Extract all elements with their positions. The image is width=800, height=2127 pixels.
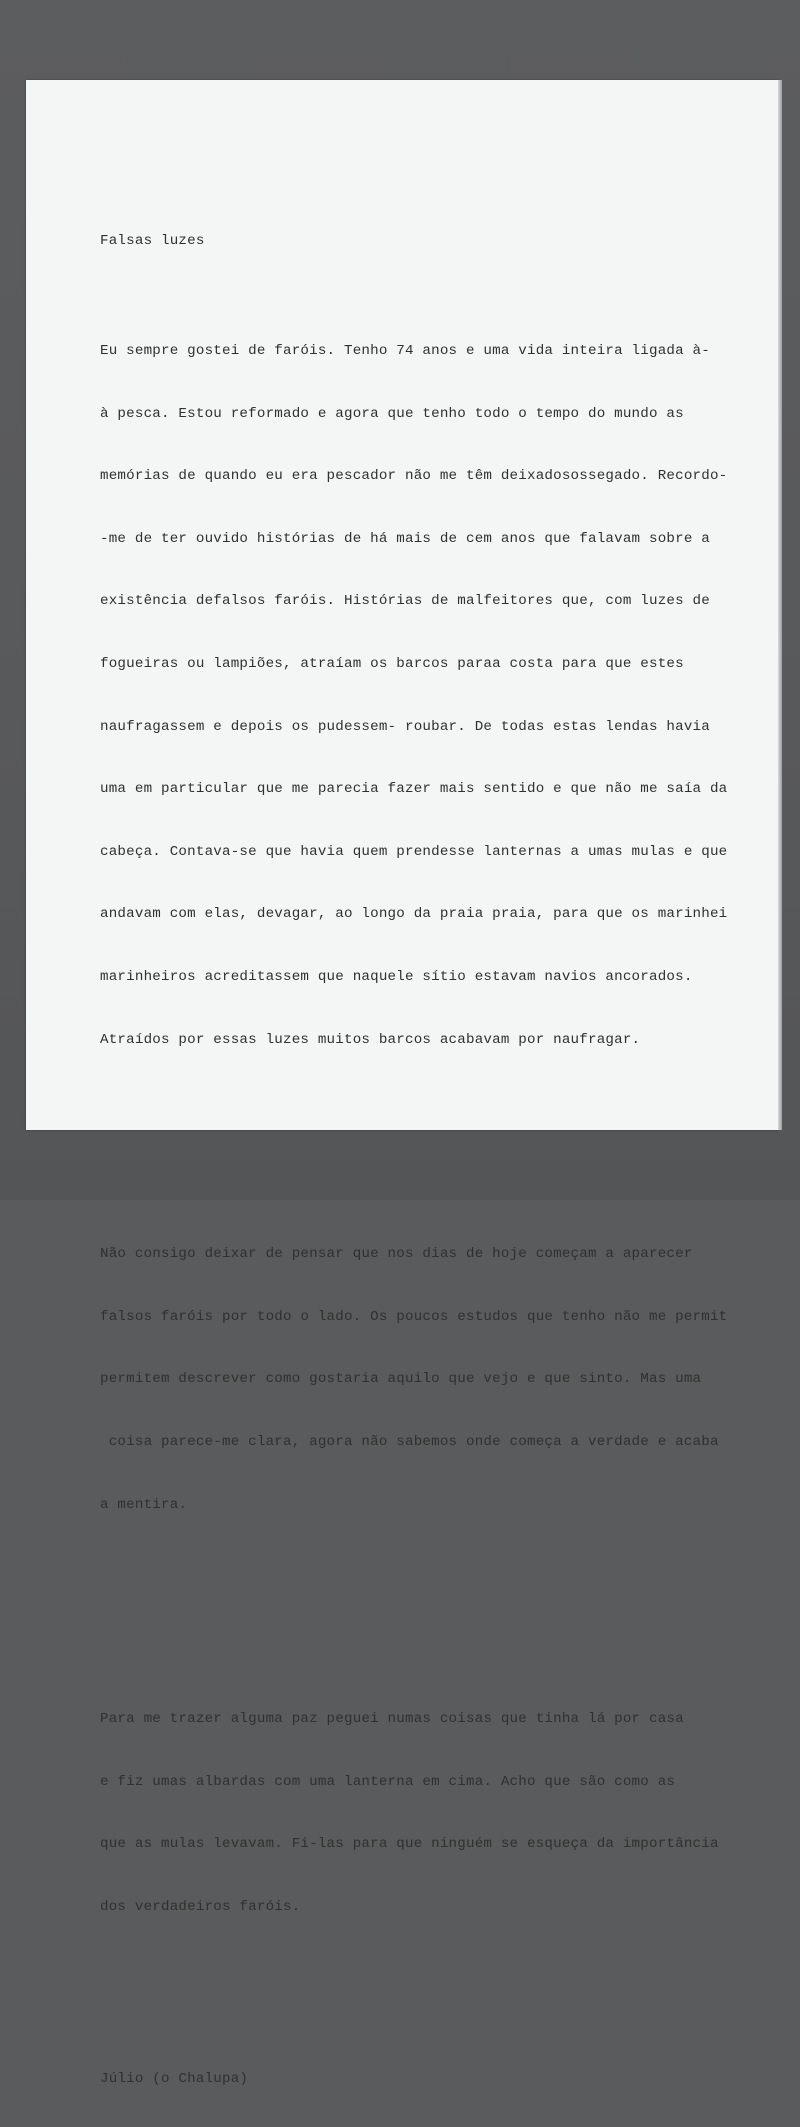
text-line: à pesca. Estou reformado e agora que tenho todo o tempo do mundo as [100, 405, 684, 422]
text-line: existência defalsos faróis. Histórias de malfeitores que, com luzes de [100, 593, 710, 610]
text-line: permitem descrever como gostaria aquilo que vejo e que sinto. Mas uma [100, 1371, 702, 1388]
text-line: Para me trazer alguma paz peguei numas coisas que tinha lá por casa [100, 1711, 684, 1728]
text-line: andavam com elas, devagar, ao longo da praia praia, para que os marinhei [100, 906, 728, 923]
paragraph-gap [100, 1600, 710, 1624]
text-line: que as mulas levavam. Fi-las para que ninguém se esqueça da importância [100, 1836, 719, 1853]
text-line: memórias de quando eu era pescador não me têm deixadosossegado. Recordo- [100, 468, 728, 485]
text-line: cabeça. Contava-se que havia quem prendesse lanternas a umas mulas e que [100, 843, 728, 860]
text-line: uma em particular que me parecia fazer mais sentido e que não me saía da [100, 781, 728, 798]
typed-letter-sheet [26, 80, 778, 2088]
text-line: dos verdadeiros faróis. [100, 1898, 301, 1915]
paragraph-2 [100, 1207, 728, 1552]
text-line: Não consigo deixar de pensar que nos dias de hoje começam a aparecer [100, 1246, 693, 1263]
paragraph-3 [100, 1672, 719, 1954]
text-line: Eu sempre gostei de faróis. Tenho 74 anos e uma vida inteira ligada à- [100, 343, 710, 359]
paragraph-gap [100, 2002, 710, 2016]
text-line: Atraídos por essas luzes muitos barcos acabavam por naufragar. [100, 1031, 641, 1048]
text-line: naufragassem e depois os pudessem- roubar. De todas estas lendas havia [100, 718, 710, 735]
letter-title: Falsas luzes [100, 233, 205, 249]
text-line: a mentira. [100, 1496, 188, 1513]
text-line: falsos faróis por todo o lado. Os poucos estudos que tenho não me permit [100, 1308, 728, 1325]
paragraph-gap [100, 1135, 710, 1159]
text-line: -me de ter ouvido histórias de há mais de cem anos que falavam sobre a [100, 530, 710, 547]
text-line: coisa parece-me clara, agora não sabemos onde começa a verdade e acaba [100, 1433, 719, 1450]
letter-signature: Júlio (o Chalupa) [100, 2071, 249, 2088]
paragraph-1 [100, 304, 728, 1087]
text-line: marinheiros acreditassem que naquele sítio estavam navios ancorados. [100, 968, 693, 985]
text-line: fogueiras ou lampiões, atraíam os barcos paraa costa para que estes [100, 655, 684, 672]
text-line: e fiz umas albardas com uma lanterna em cima. Acho que são como as [100, 1773, 676, 1790]
letter-body [100, 194, 728, 2127]
